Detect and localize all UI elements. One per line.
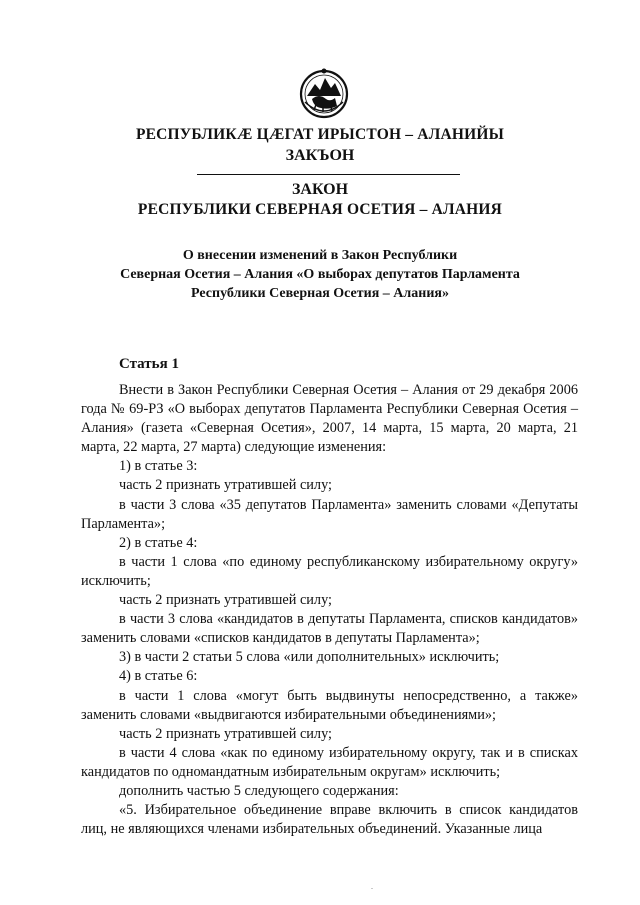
- russian-republic-title: РЕСПУБЛИКИ СЕВЕРНАЯ ОСЕТИЯ – АЛАНИЯ: [137, 201, 503, 218]
- paragraph: 4) в статье 6:: [119, 668, 198, 685]
- header-divider: [197, 174, 460, 175]
- ossetian-law-title: ЗАКЪОН: [285, 147, 355, 164]
- page-mark: .: [371, 882, 373, 891]
- law-subject-line-3: Республики Северная Осетия – Алания»: [191, 286, 449, 301]
- paragraph: 3) в части 2 статьи 5 слова «или дополнительных» исключить;: [119, 649, 500, 666]
- paragraph: в части 4 слова «как по единому избирательному округу, так и в списках кандидатов по одномандатным избирательным округам» исключить;: [81, 744, 578, 780]
- law-subject-line-1: О внесении изменений в Закон Республики: [182, 248, 458, 263]
- paragraph: дополнить частью 5 следующего содержания:: [119, 782, 399, 799]
- paragraph: в части 3 слова «кандидатов в депутаты Парламента, списков кандидатов» заменить словами «списков кандидатов в депутаты Парламента»;: [81, 611, 578, 647]
- ossetian-republic-title: РЕСПУБЛИКÆ ЦÆГАТ ИРЫСТОН – АЛАНИЙЫ: [135, 126, 505, 143]
- paragraph: «5. Избирательное объединение вправе включить в список кандидатов лиц, не являющихся членами избирательных объединений. Указанные лица: [81, 802, 578, 838]
- paragraph: часть 2 признать утратившей силу;: [119, 592, 333, 609]
- article-heading: Статья 1: [119, 356, 179, 372]
- paragraph: 2) в статье 4:: [119, 534, 198, 551]
- paragraph: часть 2 признать утратившей силу;: [119, 725, 333, 742]
- paragraph: 1) в статье 3:: [119, 458, 198, 475]
- law-title: ЗАКОН: [291, 181, 349, 198]
- paragraph: Внести в Закон Республики Северная Осетия – Алания от 29 декабря 2006 года № 69-РЗ «О выборах депутатов Парламента Республики Северная Осетия – Алания» (газета «Северная Осетия», 2007, 14 марта, 15 марта, 20 марта, 21 марта, 22 марта, 27 марта) следующие изменения:: [81, 382, 578, 456]
- paragraph: часть 2 признать утратившей силу;: [119, 477, 333, 494]
- paragraph: в части 3 слова «35 депутатов Парламента» заменить словами «Депутаты Парламента»;: [81, 496, 578, 532]
- coat-of-arms-emblem: [299, 66, 349, 120]
- law-subject-line-2: Северная Осетия – Алания «О выборах депутатов Парламента: [120, 267, 520, 282]
- article-body: [81, 381, 578, 839]
- paragraph: в части 1 слова «по единому республиканскому избирательному округу» исключить;: [81, 553, 578, 589]
- paragraph: в части 1 слова «могут быть выдвинуты непосредственно, а также» заменить словами «выдвигаются избирательными объединениями»;: [81, 687, 578, 723]
